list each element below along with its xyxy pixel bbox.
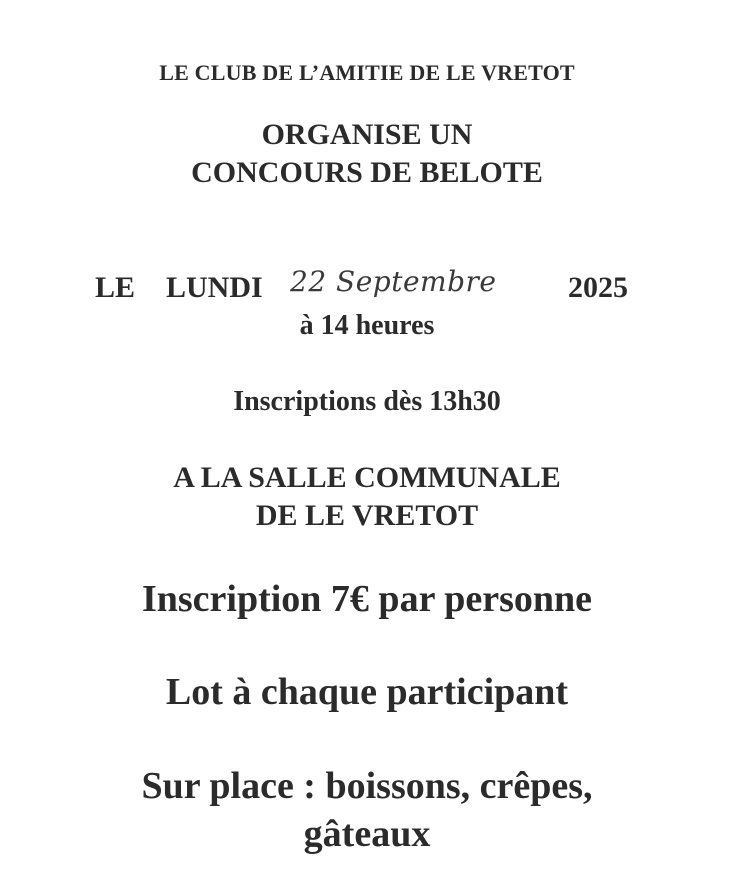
date-day: LUNDI <box>166 271 263 304</box>
venue-line-1: A LA SALLE COMMUNALE <box>173 461 561 494</box>
date-le: LE <box>95 271 136 304</box>
venue-line-2: DE LE VRETOT <box>255 499 479 532</box>
onsite-line-1: Sur place : boissons, crêpes, <box>141 765 593 807</box>
club-name: LE CLUB DE L’AMITIE DE LE VRETOT <box>159 60 575 85</box>
organise-line-2: CONCOURS DE BELOTE <box>191 156 543 189</box>
start-time: à 14 heures <box>299 310 435 341</box>
organise-line-1: ORGANISE UN <box>261 118 473 151</box>
date-year: 2025 <box>568 271 628 304</box>
entry-fee: Inscription 7€ par personne <box>141 578 593 620</box>
registration-time: Inscriptions dès 13h30 <box>233 386 501 417</box>
handwritten-date: 22 Septembre <box>290 265 497 298</box>
prize-note: Lot à chaque participant <box>165 671 569 713</box>
onsite-line-2: gâteaux <box>303 813 431 855</box>
